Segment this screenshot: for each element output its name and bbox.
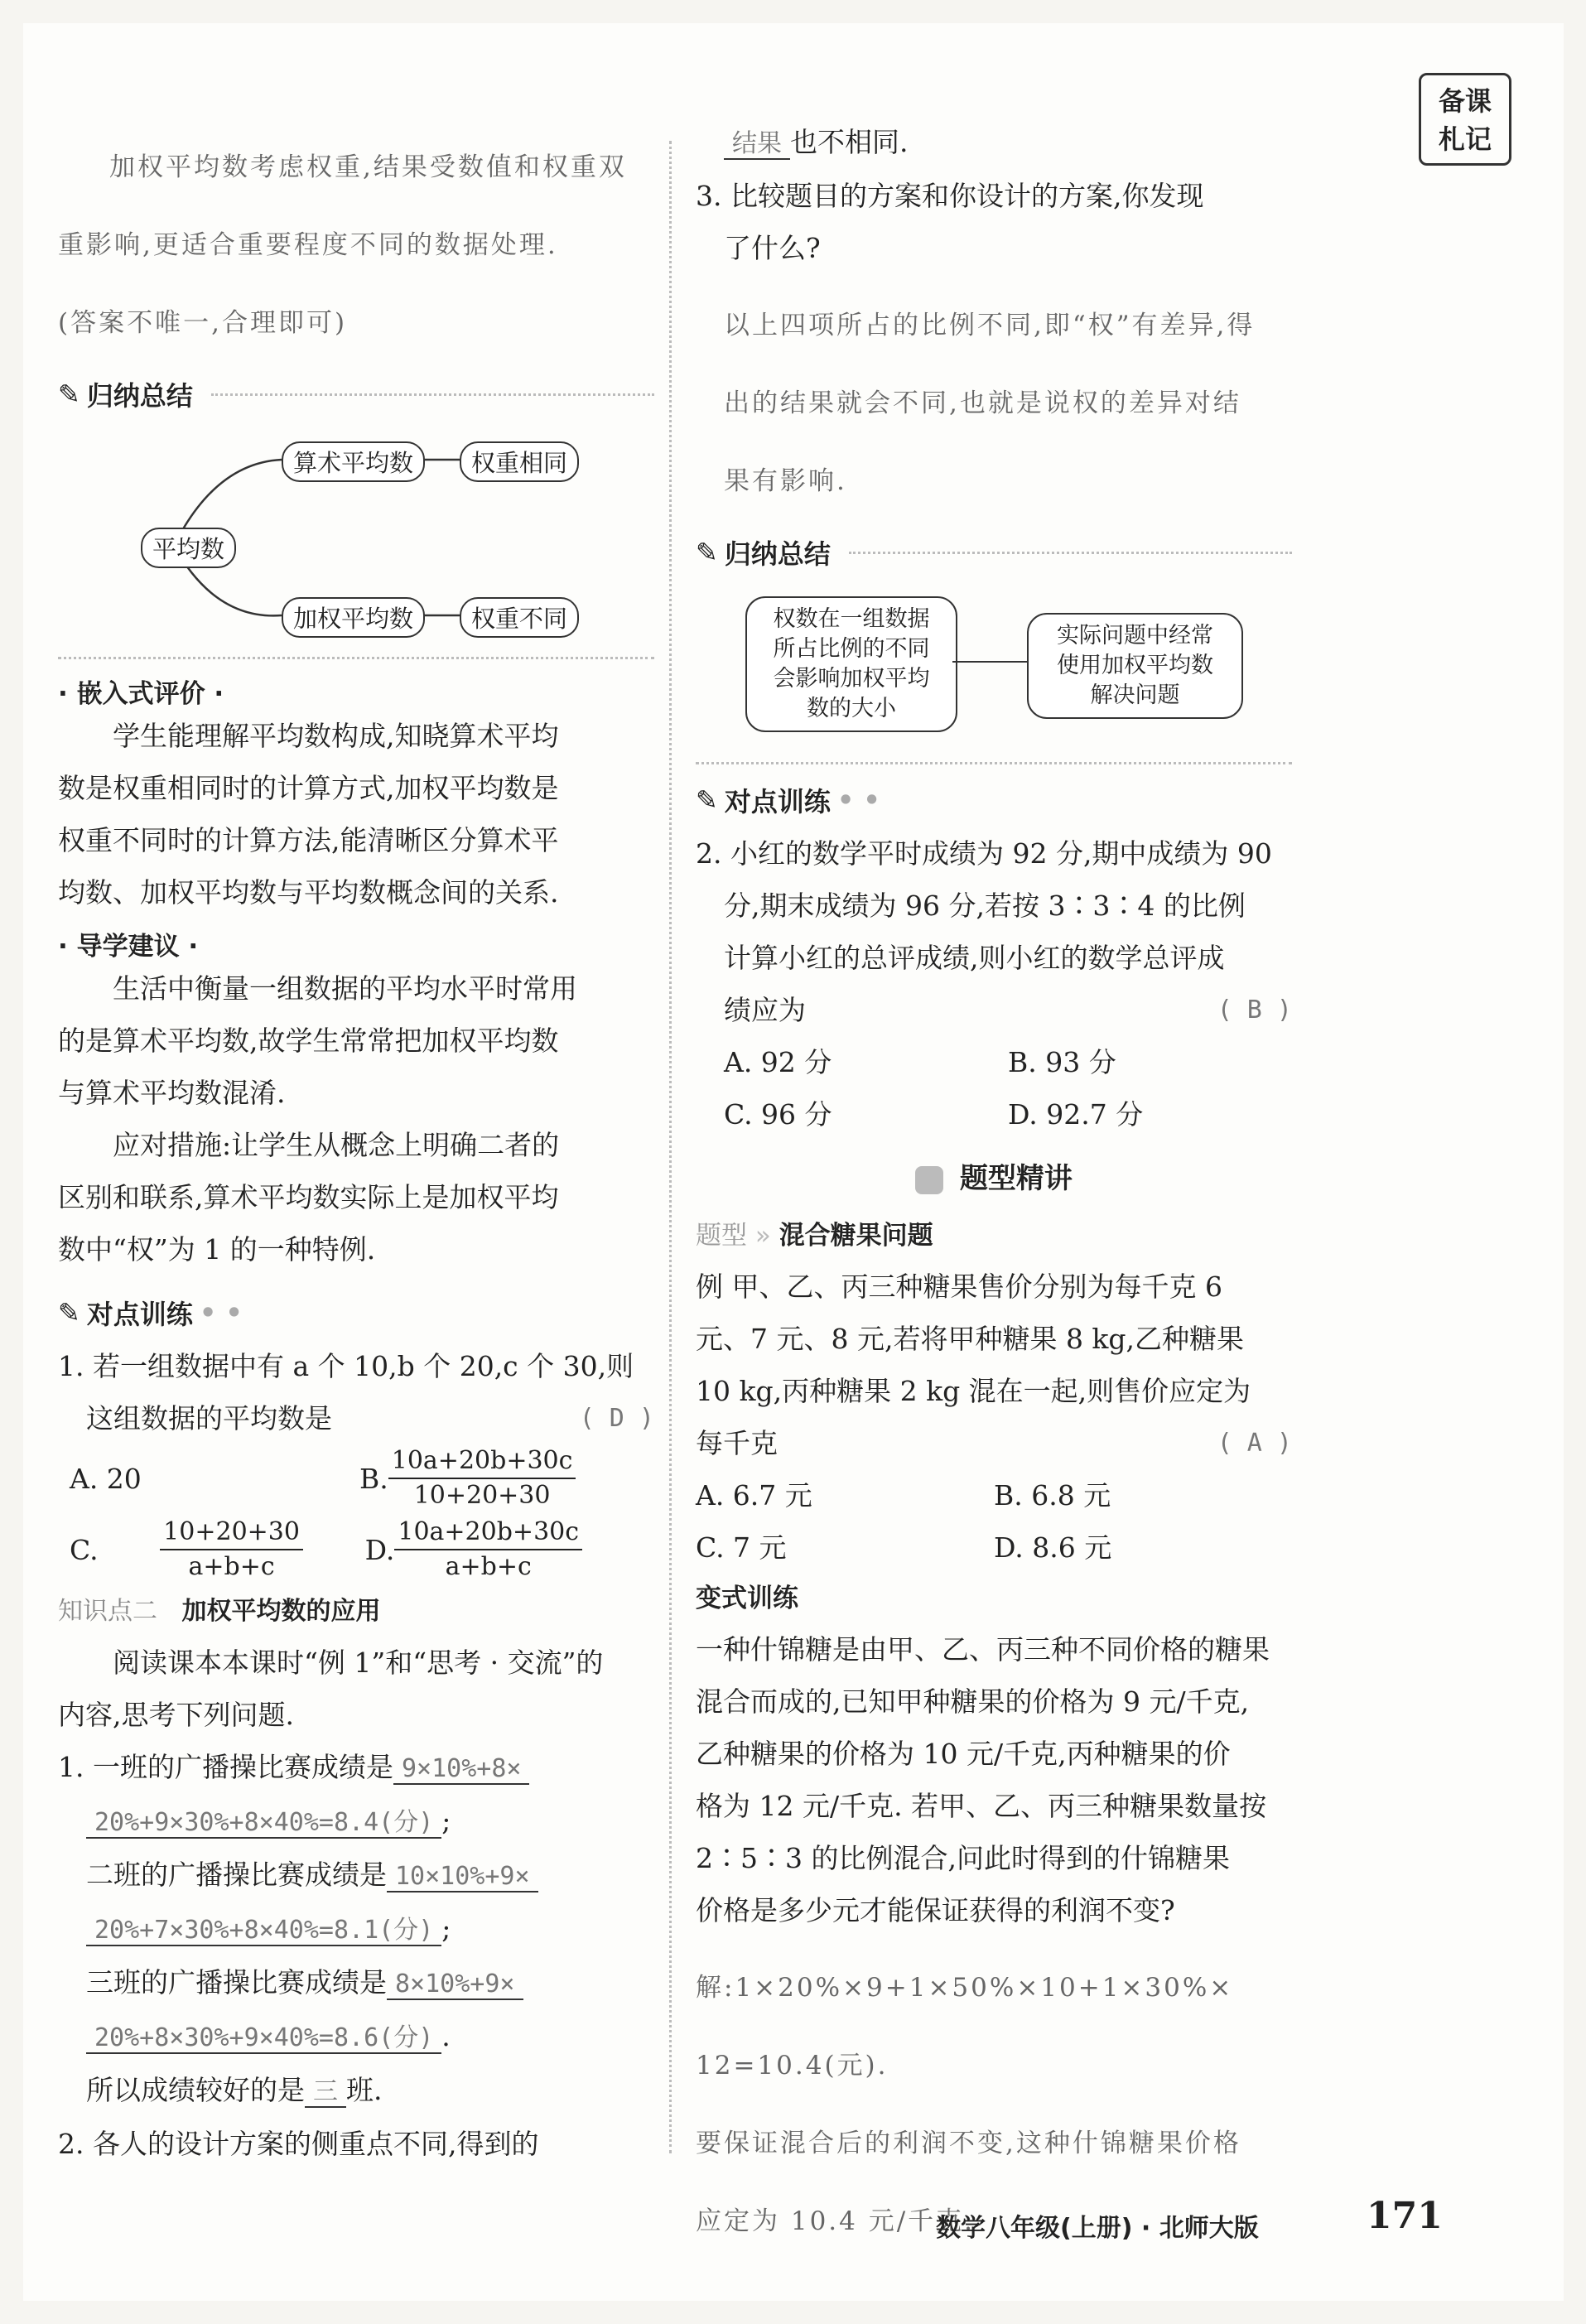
fraction: $\frac{10a+20b+30c}{10+20+30}$ bbox=[388, 1444, 576, 1512]
pen-icon: ✎ bbox=[58, 1297, 80, 1328]
mindmap-root: 平均数 bbox=[141, 528, 236, 568]
pen-icon: ✎ bbox=[696, 784, 718, 816]
notes-badge: 备课 札记 bbox=[1419, 73, 1511, 166]
solution: 解:1×20%×9+1×50%×10+1×30%× bbox=[696, 1973, 1234, 2003]
intro-line: (答案不唯一,合理即可) bbox=[58, 308, 348, 338]
summary-box: 权数在一组数据 所占比例的不同 会影响加权平均 数的大小 bbox=[745, 596, 957, 732]
training-title: ✎ 对点训练 • • bbox=[696, 784, 880, 817]
knowledge-point: 知识点二 加权平均数的应用 bbox=[58, 1597, 381, 1626]
connector bbox=[952, 661, 1027, 663]
variant-title: 变式训练 bbox=[696, 1584, 798, 1613]
pen-icon: ✎ bbox=[696, 537, 718, 568]
fraction: $\frac{10a+20b+30c}{a+b+c}$ bbox=[394, 1516, 582, 1584]
book-icon bbox=[915, 1166, 943, 1194]
chevron-right-icon: » bbox=[754, 1221, 771, 1251]
answer-choice: ( B ) bbox=[1217, 996, 1292, 1025]
type-header: 题型精讲 bbox=[696, 1155, 1292, 1196]
type-label-row: 题型 » 混合糖果问题 bbox=[696, 1221, 933, 1251]
column-divider bbox=[669, 141, 672, 2153]
page-number: 171 bbox=[1367, 2195, 1443, 2237]
footer: 数学八年级(上册) · 北师大版 bbox=[936, 2214, 1259, 2243]
left-column: 加权平均数考虑权重,结果受数值和权重双 重影响,更适合重要程度不同的数据处理. (答案不唯一,合理即可) ✎ 归纳总结 平均数 算术平均数 权重相同 加权平均数 权重不同 · 嵌入式评价 · 学生能理解平均数构成,知晓算术平均 数是权重相同时的计算方式,加权平均数是 权重不同时的计算方法,能清晰区分算术平 均数、加权平均数与平均数概念间的关系. · 导学建议 · 生活中衡量一组数据的平均水平时常用 的是算术平均数,故学生常常把加权平均数 与算术平均数混淆. 应对措施:让学生从概念上明确二者的 区别和联系,算术平均数实际上是加权平均 数中“权”为 1 的一种特例. ✎ 对点训练 • • 1. 若一组数据中有 a 个 10,b 个 20,c 个 30,则 这组数据的平均数是 ( D ) A. 20 B. $\frac{10a+20b+30c}{10+20+30}$ C. $\frac{10+20+30}{a+b+c}$ D. $\frac{10a+20b+30c}{a+b+c}$ 知识点二 加权平均数的应用 阅读课本本课时“例 1”和“思考 · 交流”的 内容,思考下列问题. 1. 一班的广播操比赛成绩是 9×10%+8× 20%+9×30%+8×40%=8.4(分) ; 二班的广播操比赛成绩是 10×10%+9× 20%+7×30%+8×40%=8.1(分) ; 三班的广播操比赛成绩是 8×10%+9× 20%+8×30%+9×40%=8.6(分) . 所以成绩较好的是 三 班. 2. 各人的设计方案的侧重点不同,得到的 bbox=[58, 116, 654, 2170]
mindmap-node: 权重不同 bbox=[460, 597, 579, 638]
answer-choice: ( D ) bbox=[579, 1404, 654, 1433]
right-column: 结果 也不相同. 3. 比较题目的方案和你设计的方案,你发现 了什么? 以上四项所占的比例不同,即“权”有差异,得 出的结果就会不同,也就是说权的差异对结 果有影响. ✎ 归纳总结 权数在一组数据 所占比例的不同 会影响加权平均 数的大小 实际问题中经常 使用加权平均数 解决问题 ✎ 对点训练 • • 2. 小红的数学平时成绩为 92 分,期中成绩为 90 分,期末成绩为 96 分,若按 3∶3∶4 的比例 计算小红的总评成绩,则小红的数学总评成 绩应为 ( B ) A. 92 分 B. 93 分 C. 96 分 D. 92.7 分 题型精讲 题型 » 混合糖果问题 例 甲、乙、丙三种糖果售价分别为每千克 6 元、7 元、8 元,若将甲种糖果 8 kg,乙种糖果 10 kg,丙种糖果 2 kg 混在一起,则售价应定为 每千克 ( A ) A. 6.7 元 B. 6.8 元 C. 7 元 D. 8.6 元 变式训练 一种什锦糖是由甲、乙、丙三种不同价格的糖果 混合而成的,已知甲种糖果的价格为 9 元/千克, 乙种糖果的价格为 10 元/千克,丙种糖果的价 格为 12 元/千克. 若甲、乙、丙三种糖果数量按 2∶5∶3 的比例混合,问此时得到的什锦糖果 价格是多少元才能保证获得的利润不变? 解:1×20%×9+1×50%×10+1×30%× 12=10.4(元). 要保证混合后的利润不变,这种什锦糖果价格 应定为 10.4 元/千克. bbox=[696, 126, 1292, 2236]
summary-box: 实际问题中经常 使用加权平均数 解决问题 bbox=[1027, 613, 1243, 719]
intro-line: 重影响,更适合重要程度不同的数据处理. bbox=[58, 230, 558, 260]
mindmap-node: 权重相同 bbox=[460, 441, 579, 482]
question-1: 1. 若一组数据中有 a 个 10,b 个 20,c 个 30,则 bbox=[58, 1350, 634, 1382]
answer-choice: ( A ) bbox=[1217, 1429, 1292, 1458]
mindmap bbox=[58, 413, 654, 653]
intro-line: 加权平均数考虑权重,结果受数值和权重双 bbox=[109, 152, 627, 182]
summary-diagram bbox=[696, 571, 1292, 762]
summary-title: ✎ 归纳总结 bbox=[696, 533, 1292, 571]
fraction: $\frac{10+20+30}{a+b+c}$ bbox=[99, 1516, 365, 1584]
mindmap-node: 加权平均数 bbox=[282, 597, 425, 638]
example: 例 甲、乙、丙三种糖果售价分别为每千克 6 bbox=[696, 1270, 1222, 1303]
training-title: ✎ 对点训练 • • bbox=[58, 1297, 243, 1330]
summary-title: ✎ 归纳总结 bbox=[58, 375, 654, 413]
mindmap-node: 算术平均数 bbox=[282, 441, 425, 482]
guide-title: · 导学建议 · bbox=[58, 932, 199, 962]
embed-title: · 嵌入式评价 · bbox=[58, 679, 224, 709]
pen-icon: ✎ bbox=[58, 378, 80, 410]
